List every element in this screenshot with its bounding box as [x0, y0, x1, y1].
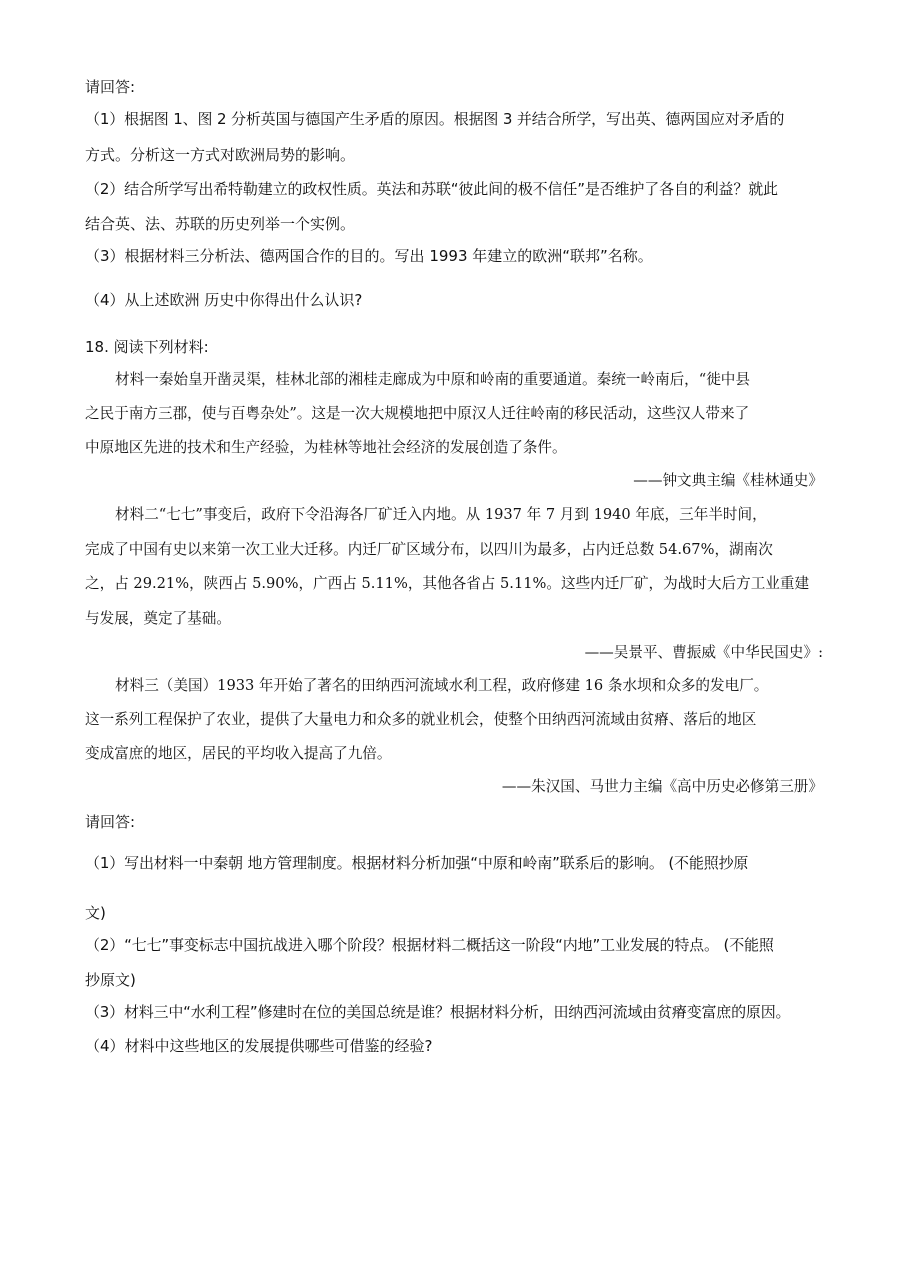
question-3: （3）根据材料三分析法、德两国合作的目的。写出 1993 年建立的欧洲“联邦”名称。	[85, 247, 653, 265]
material-1-line-2: 之民于南方三郡，使与百粤杂处”。这是一次大规模地把中原汉人迁往岭南的移民活动，这些汉人带来了	[85, 405, 750, 422]
material-3-line-3: 变成富庶的地区，居民的平均收入提高了九倍。	[85, 745, 392, 762]
question-18-answer-prompt: 请回答:	[85, 813, 136, 831]
material-1-line-3: 中原地区先进的技术和生产经验，为桂林等地社会经济的发展创造了条件。	[85, 439, 567, 456]
material-3-source: ——朱汉国、马世力主编《高中历史必修第三册》	[501, 778, 823, 795]
material-2-line-3: 之，占 29.21%，陕西占 5.90%，广西占 5.11%，其他各省占 5.11%。这些内迁厂矿，为战时大后方工业重建	[85, 575, 810, 592]
question-2-line-1: （2）结合所学写出希特勒建立的政权性质。英法和苏联“彼此间的极不信任”是否维护了各自的利益？就此	[85, 180, 778, 198]
question-18-1-line-1: （1）写出材料一中秦朝 地方管理制度。根据材料分析加强“中原和岭南”联系后的影响。 (不能照抄原	[85, 854, 749, 872]
material-3-line-1: 材料三（美国）1933 年开始了著名的田纳西河流域水利工程，政府修建 16 条水坝和众多的发电厂。	[115, 677, 769, 694]
question-1-line-2: 方式。分析这一方式对欧洲局势的影响。	[85, 146, 356, 164]
question-18-2-line-2: 抄原文)	[85, 971, 136, 989]
question-18-heading: 18. 阅读下列材料:	[85, 338, 209, 356]
question-1-line-1: （1）根据图 1、图 2 分析英国与德国产生矛盾的原因。根据图 3 并结合所学，写出英、德两国应对矛盾的	[85, 110, 785, 128]
answer-prompt: 请回答:	[85, 78, 136, 96]
material-2-line-2: 完成了中国有史以来第一次工业大迁移。内迁厂矿区域分布，以四川为最多，占内迁总数 54.67%，湖南次	[85, 541, 773, 558]
material-1-source: ——钟文典主编《桂林通史》	[633, 472, 823, 489]
question-4: （4）从上述欧洲 历史中你得出什么认识?	[85, 291, 363, 309]
question-2-line-2: 结合英、法、苏联的历史列举一个实例。	[85, 215, 356, 233]
question-18-1-line-2: 文)	[85, 904, 106, 922]
question-18-4: （4）材料中这些地区的发展提供哪些可借鉴的经验?	[85, 1037, 433, 1055]
material-2-source: ——吴景平、曹振威《中华民国史》:	[584, 644, 823, 661]
question-18-2-line-1: （2）“七七”事变标志中国抗战进入哪个阶段？根据材料二概括这一阶段“内地”工业发展的特点。 (不能照	[85, 936, 774, 954]
material-2-line-1: 材料二“七七”事变后，政府下令沿海各厂矿迁入内地。从 1937 年 7 月到 1940 年底，三年半时间，	[115, 506, 767, 523]
material-2-line-4: 与发展，奠定了基础。	[85, 610, 231, 627]
material-3-line-2: 这一系列工程保护了农业，提供了大量电力和众多的就业机会，使整个田纳西河流域由贫瘠、落后的地区	[85, 711, 757, 728]
question-18-3: （3）材料三中“水利工程”修建时在位的美国总统是谁？根据材料分析，田纳西河流域由贫瘠变富庶的原因。	[85, 1003, 791, 1021]
material-1-line-1: 材料一秦始皇开凿灵渠，桂林北部的湘桂走廊成为中原和岭南的重要通道。秦统一岭南后，“徙中县	[115, 371, 750, 388]
